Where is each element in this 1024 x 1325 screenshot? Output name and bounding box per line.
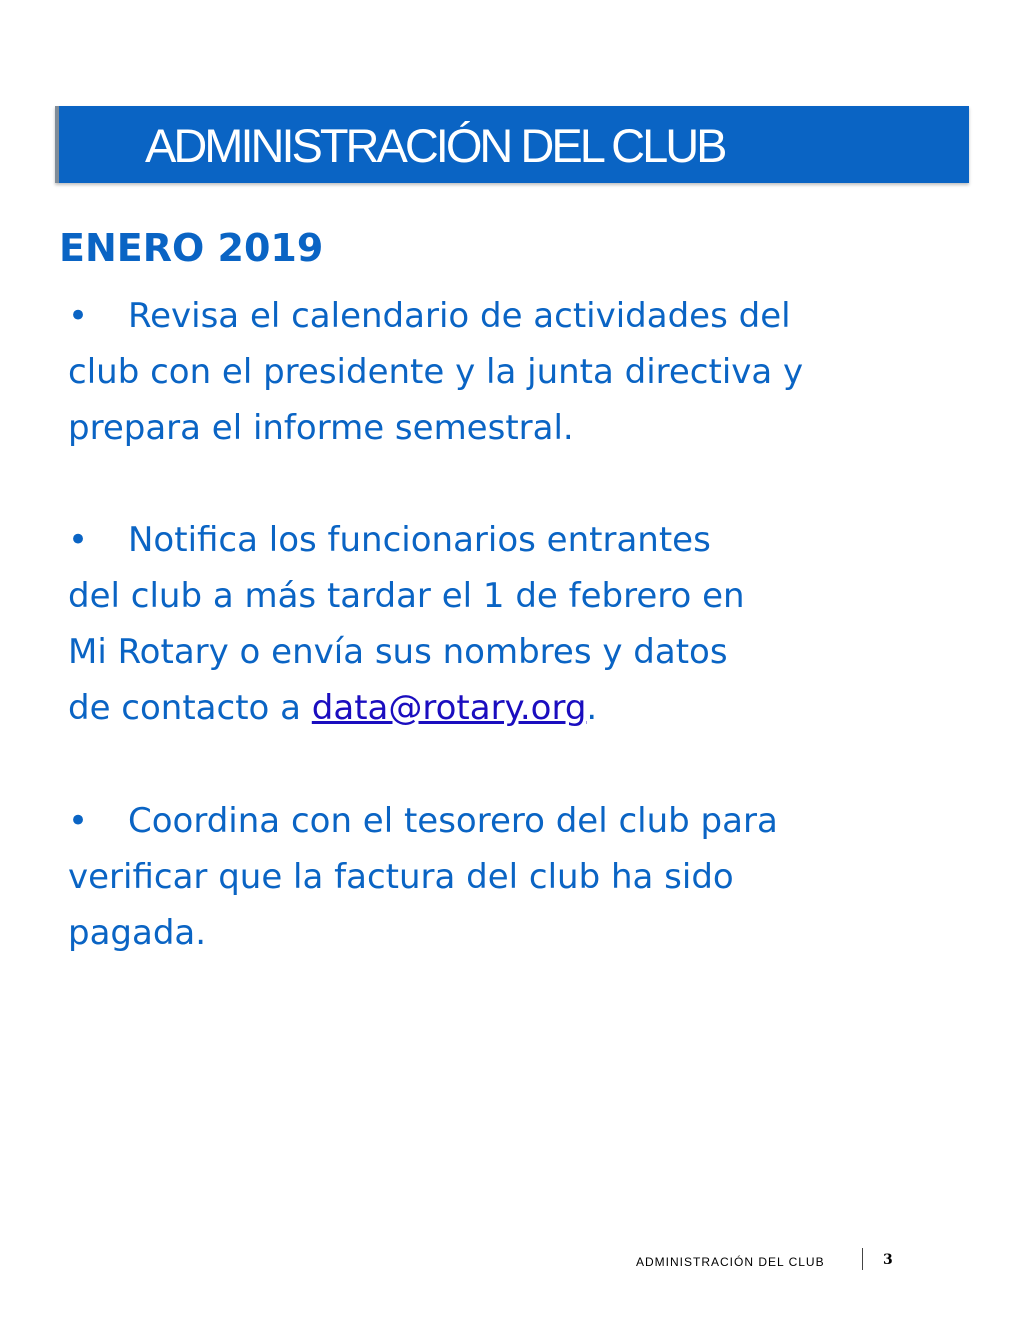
item-text: del club a más tardar el 1 de febrero en [68,576,745,616]
email-link[interactable]: data@rotary.org [311,688,587,728]
item-text: de contacto a [68,688,312,728]
item-text: verificar que la factura del club ha sido [68,857,734,897]
item-text: prepara el informe semestral. [68,408,574,448]
item-text: pagada. [68,913,207,953]
item-text: club con el presidente y la junta directiva y [68,352,804,392]
item-text: . [586,688,598,728]
bullet-icon: • [68,520,89,560]
list-item [68,793,948,961]
item-text: Mi Rotary o envía sus nombres y datos [68,632,728,672]
item-line [68,680,948,736]
item-text: Notifica los funcionarios entrantes [128,520,711,560]
list-item [68,512,948,736]
header-banner [55,106,969,183]
item-line [68,288,948,344]
item-line [68,512,948,568]
bullet-icon: • [68,296,89,336]
footer-label: ADMINISTRACIÓN DEL CLUB [636,1255,825,1269]
item-line [68,793,948,849]
banner-title: ADMINISTRACIÓN DEL CLUB [145,119,725,172]
footer-divider [862,1248,863,1270]
page-number: 3 [883,1252,893,1268]
item-text: Coordina con el tesorero del club para [128,801,778,841]
bullet-icon: • [68,801,89,841]
item-text: Revisa el calendario de actividades del [128,296,791,336]
list-item [68,288,948,456]
month-heading: ENERO 2019 [59,226,324,270]
